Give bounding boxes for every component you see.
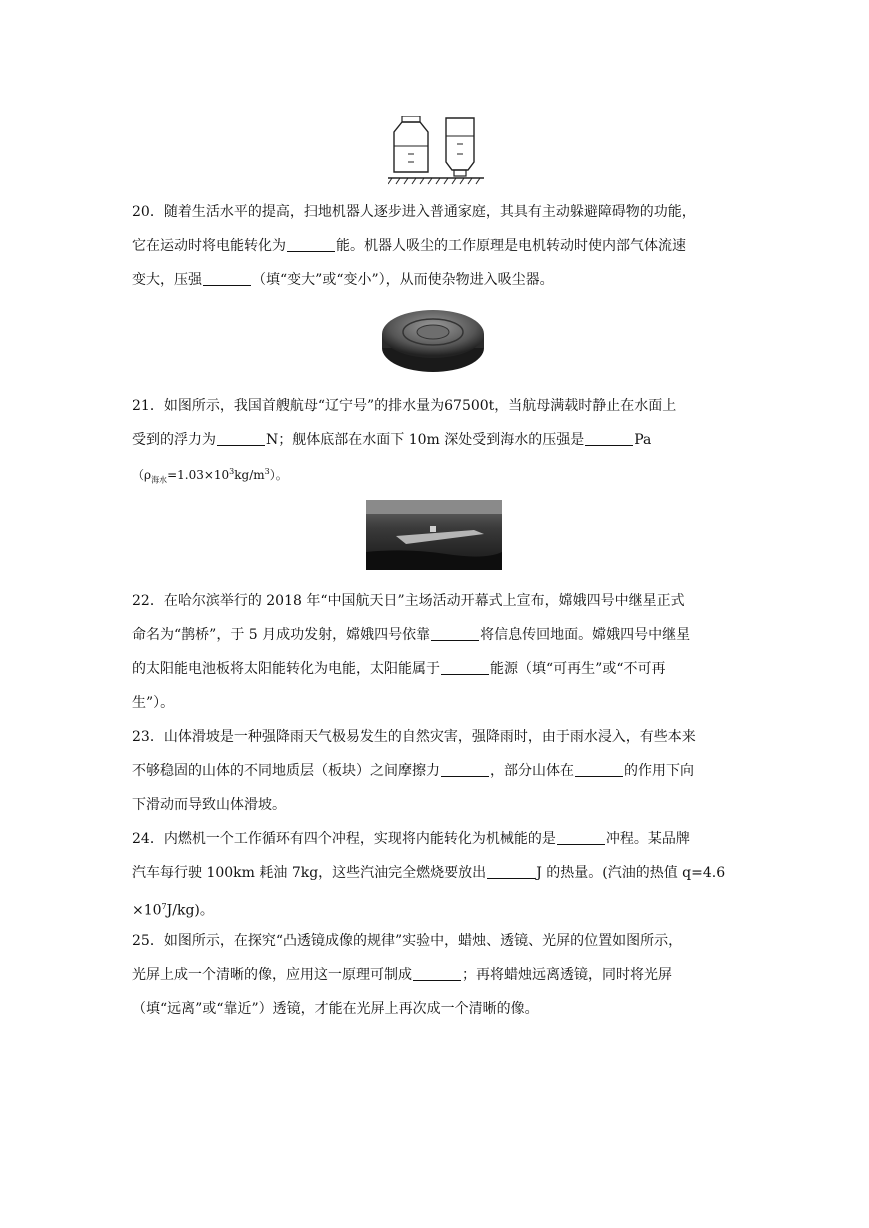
q24-line-3: $\times 10^7J/kg$)。 (132, 902, 214, 919)
q20-line-1: 20．随着生活水平的提高，扫地机器人逐步进入普通家庭，其具有主动躲避障碍物的功能， (132, 204, 696, 220)
q23-line-3: 下滑动而导致山体滑坡。 (132, 797, 286, 813)
answer-blank[interactable] (413, 966, 461, 981)
answer-blank[interactable] (585, 431, 633, 446)
q20-line-3: 变大，压强 （填“变大”或“变小”），从而使杂物进入吸尘器。 (132, 272, 554, 288)
robot-vacuum-image (380, 306, 486, 374)
q25-line-1: 25．如图所示，在探究“凸透镜成像的规律”实验中，蜡烛、透镜、光屏的位置如图所示， (132, 933, 683, 949)
bottles-figure (388, 116, 484, 186)
answer-blank[interactable] (217, 431, 265, 446)
q23-line-1: 23．山体滑坡是一种强降雨天气极易发生的自然灾害，强降雨时，由于雨水浸入，有些本来 (132, 729, 696, 745)
q25-line-3: （填“远离”或“靠近”）透镜，才能在光屏上再次成一个清晰的像。 (132, 1001, 539, 1017)
answer-blank[interactable] (203, 271, 251, 286)
q22-line-4: 生”）。 (132, 695, 175, 711)
q24-line-1: 24．内燃机一个工作循环有四个冲程，实现将内能转化为机械能的是 冲程。某品牌 (132, 831, 690, 847)
answer-blank[interactable] (431, 626, 479, 641)
answer-blank[interactable] (287, 237, 335, 252)
answer-blank[interactable] (575, 762, 623, 777)
q25-line-2: 光屏上成一个清晰的像，应用这一原理可制成 ；再将蜡烛远离透镜，同时将光屏 (132, 967, 672, 983)
answer-blank[interactable] (441, 660, 489, 675)
q21-line-3: $(\rho_{海水}=1.03\times 10^3kg/m^3)$。 (132, 467, 288, 485)
q24-line-2: 汽车每行驶 100km 耗油 7kg，这些汽油完全燃烧要放出 J 的热量。(汽油的热值 q=4.6 (132, 865, 726, 881)
answer-blank[interactable] (441, 762, 489, 777)
q22-line-3: 的太阳能电池板将太阳能转化为电能，太阳能属于 能源（填“可再生”或“不可再 (132, 661, 666, 677)
answer-blank[interactable] (557, 830, 605, 845)
q22-line-2: 命名为“鹊桥”，于 5 月成功发射，嫦娥四号依靠 将信息传回地面。嫦娥四号中继星 (132, 627, 691, 643)
aircraft-carrier-image (366, 500, 502, 570)
q21-line-2: 受到的浮力为 N；舰体底部在水面下 10m 深处受到海水的压强是 Pa (132, 432, 652, 448)
q20-line-2: 它在运动时将电能转化为 能。机器人吸尘的工作原理是电机转动时使内部气体流速 (132, 238, 686, 254)
q21-line-1: 21．如图所示，我国首艘航母“辽宁号”的排水量为67500t，当航母满载时静止在水面上 (132, 398, 677, 414)
q23-line-2: 不够稳固的山体的不同地质层（板块）之间摩擦力 ，部分山体在 的作用下向 (132, 763, 694, 779)
answer-blank[interactable] (487, 864, 535, 879)
q22-line-1: 22．在哈尔滨举行的 2018 年“中国航天日”主场活动开幕式上宣布，嫦娥四号中继星正式 (132, 593, 685, 609)
